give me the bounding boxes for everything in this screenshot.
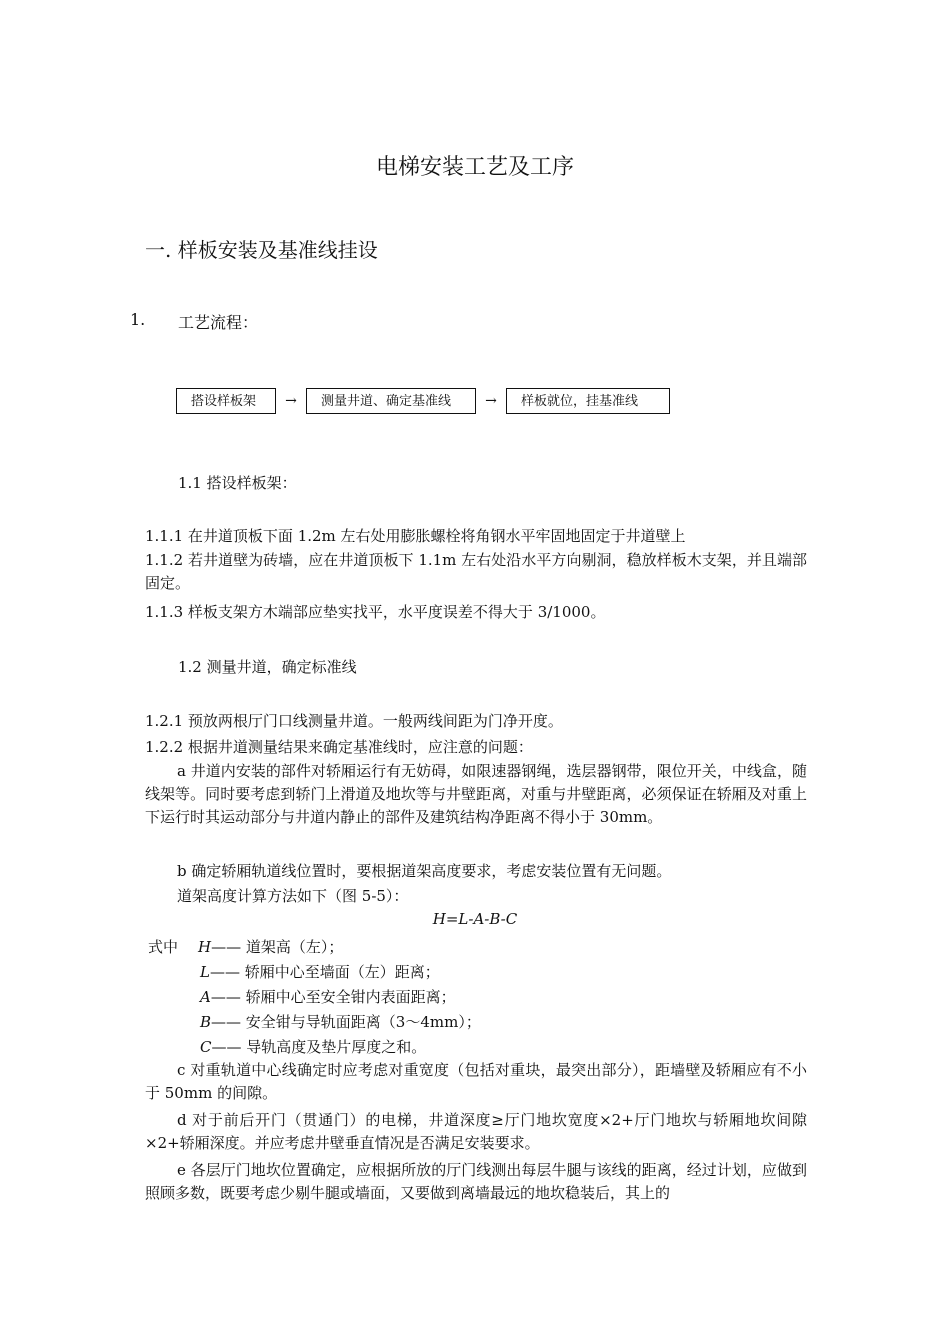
formula: H=L-A-B-C xyxy=(432,910,518,928)
item-title: 工艺流程： xyxy=(178,313,259,332)
flow-arrow-icon: → xyxy=(285,393,297,409)
where-label: 式中 xyxy=(148,938,179,956)
definition-l xyxy=(200,961,440,982)
flow-arrow-icon: → xyxy=(485,393,497,409)
item-number: 1. xyxy=(130,310,146,329)
definition-symbol: L xyxy=(200,963,210,981)
paragraph-item-c: c 对重轨道中心线确定时应考虑对重宽度（包括对重块，最突出部分），距墙壁及轿厢应有不小于 50mm 的间隙。 xyxy=(145,1061,807,1102)
paragraph-1-2-2: 1.2.2 根据井道测量结果来确定基准线时，应注意的问题： xyxy=(145,738,533,756)
definition-c xyxy=(200,1036,426,1057)
paragraph-1-1-2: 1.1.2 若井道壁为砖墙，应在井道顶板下 1.1m 左右处沿水平方向剔洞，稳放样板木支架，并且端部固定。 xyxy=(145,551,807,592)
document-title: 电梯安装工艺及工序 xyxy=(375,155,574,180)
definition-text: —— 导轨高度及垫片厚度之和。 xyxy=(211,1038,427,1056)
definition-a xyxy=(200,986,456,1007)
definition-symbol: B xyxy=(200,1013,212,1031)
paragraph-1-1-1: 1.1.1 在井道顶板下面 1.2m 左右处用膨胀螺栓将角钢水平牢固地固定于井道壁上 xyxy=(145,527,686,545)
definition-text: —— 轿厢中心至墙面（左）距离； xyxy=(209,963,440,981)
flow-step-2: 测量井道、确定基准线 xyxy=(306,388,476,414)
section-heading: 一. 样板安装及基准线挂设 xyxy=(145,238,378,262)
definition-symbol: H xyxy=(198,938,212,956)
flow-step-1: 搭设样板架 xyxy=(176,388,276,414)
definition-text: —— 轿厢中心至安全钳内表面距离； xyxy=(210,988,456,1006)
paragraph-item-e: e 各层厅门地坎位置确定，应根据所放的厅门线测出每层牛腿与该线的距离，经过计划，应做到照顾多数，既要考虑少剔牛腿或墙面，又要做到离墙最远的地坎稳装后，其上的 xyxy=(145,1161,807,1202)
definition-symbol: C xyxy=(200,1038,212,1056)
subsection-heading-1-2: 1.2 测量井道，确定标准线 xyxy=(178,658,357,676)
definition-text: —— 安全钳与导轨面距离（3～4mm）； xyxy=(211,1013,481,1031)
definition-text: —— 道架高（左）； xyxy=(211,938,344,956)
definition-b xyxy=(200,1011,481,1032)
process-flowchart xyxy=(176,388,670,414)
paragraph-calc-intro: 道架高度计算方法如下（图 5-5）： xyxy=(177,887,409,905)
flow-step-3: 样板就位，挂基准线 xyxy=(506,388,670,414)
paragraph-item-a: a 井道内安装的部件对轿厢运行有无妨碍，如限速器钢绳，选层器钢带，限位开关，中线盒，随线架等。同时要考虑到轿门上滑道及地坎等与井壁距离，对重与井壁距离，必须保证在轿厢及对重上下运行时其运动部分与井道内静止的部件及建筑结构净距离不得小于 30mm。 xyxy=(145,762,807,826)
paragraph-1-1-3: 1.1.3 样板支架方木端部应垫实找平，水平度误差不得大于 3/1000。 xyxy=(145,603,606,621)
paragraph-1-2-1: 1.2.1 预放两根厅门口线测量井道。一般两线间距为门净开度。 xyxy=(145,712,563,730)
definition-symbol: A xyxy=(200,988,211,1006)
paragraph-item-d: d 对于前后开门（贯通门）的电梯，井道深度≥厅门地坎宽度×2+厅门地坎与轿厢地坎间隙×2+轿厢深度。并应考虑井壁垂直情况是否满足安装要求。 xyxy=(145,1111,807,1152)
subsection-heading-1-1: 1.1 搭设样板架： xyxy=(178,474,297,492)
paragraph-item-b: b 确定轿厢轨道线位置时，要根据道架高度要求，考虑安装位置有无问题。 xyxy=(177,862,672,880)
definition-h xyxy=(198,936,343,957)
